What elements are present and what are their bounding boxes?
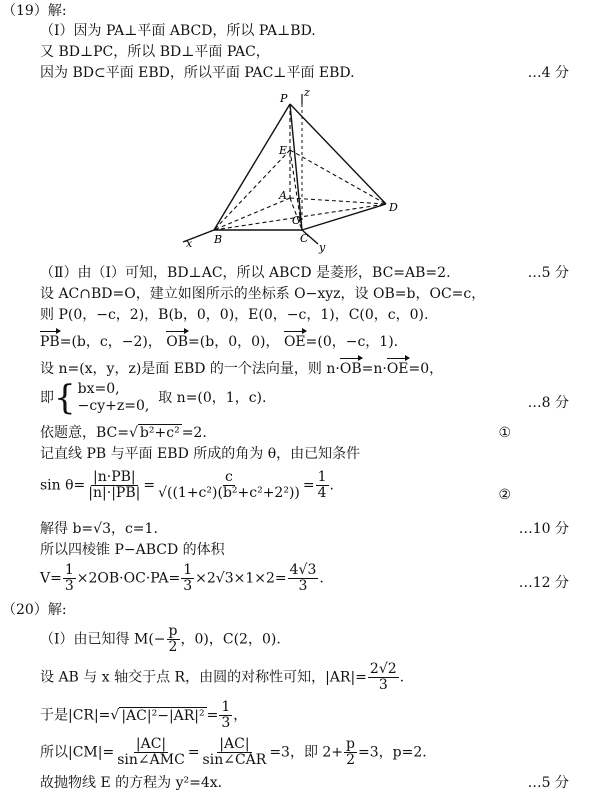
score-mark: …8 分 — [527, 395, 569, 411]
part-1-line-3: 因为 BD⊂平面 EBD，所以平面 PAC⊥平面 EBD. — [40, 65, 355, 81]
part-2-line-2: 设 AC∩BD=O，建立如图所示的坐标系 O−xyz，设 OB=b，OC=c， — [40, 286, 486, 302]
volume-equation: V= $\frac{1}{3}$ ×2OB·OC·PA= $\frac{1}{3}$ ×2√3×1×2= $\frac{4√3}{3}$ . — [40, 562, 324, 594]
label-B: B — [214, 233, 223, 246]
q20-line-3: 于是|CR|=√ |AC|²−|AR|² = $\frac{1}{3}$ ， — [40, 699, 248, 731]
score-mark: …4 分 — [527, 65, 569, 81]
angle-condition-line: 记直线 PB 与平面 EBD 所成的角为 θ，由已知条件 — [40, 446, 361, 462]
part-2-line-3: 则 P(0，−c，2)，B(b，0，0)，E(0，−c，1)，C(0，c，0). — [40, 307, 429, 323]
part-1-line-1: （Ⅰ）因为 PA⊥平面 ABCD，所以 PA⊥BD. — [40, 23, 316, 39]
problem-20-number: （20）解: — [2, 602, 67, 618]
sin-theta-equation: sin θ= $\frac{|n\cdot PB|}{|n|\cdot|PB|}$ = $\frac{c}{\text{√((1+c²)(b²+c²+2²))}}$ = $\frac{1}{4}$ . — [40, 469, 334, 501]
label-A: A — [279, 189, 287, 202]
equation-system: 即{ bx=0, −cy+z=0, 取 n=(0，1，c). — [40, 378, 267, 418]
label-y: y — [319, 241, 326, 254]
score-mark: …5 分 — [527, 775, 569, 791]
equation-tag-1: ① — [498, 425, 511, 441]
solution-heading: 解: — [47, 3, 67, 19]
q20-line-4: 所以|CM|= $\frac{|AC|}{\text{sin∠AMC}}$ = $\frac{|AC|}{\text{sin∠CAR}}$ =3，即 2+ $\frac{p}{2}$ =3，p=2. — [40, 736, 427, 768]
equation-tag-2: ② — [498, 487, 511, 503]
score-mark: …5 分 — [527, 265, 569, 281]
label-x: x — [186, 237, 193, 250]
label-C: C — [300, 232, 309, 245]
solve-line: 解得 b=√3，c=1. — [40, 521, 158, 537]
q20-line-5: 故抛物线 E 的方程为 y²=4x. — [40, 775, 223, 791]
equation-1: 依题意，BC=√ b²+c² =2. — [40, 425, 207, 441]
score-mark: …10 分 — [518, 521, 569, 537]
part-1-line-2: 又 BD⊥PC，所以 BD⊥平面 PAC， — [40, 44, 270, 60]
label-D: D — [389, 201, 398, 214]
score-mark: …12 分 — [518, 575, 569, 591]
solution-heading: 解: — [47, 602, 67, 618]
part-2-line-1: （Ⅱ）由（Ⅰ）可知，BD⊥AC，所以 ABCD 是菱形，BC=AB=2. — [40, 265, 451, 281]
pyramid-figure — [178, 84, 408, 254]
normal-vector-line: 设 n=(x，y，z)是面 EBD 的一个法向量，则 n·OB=n·OE=0， — [40, 361, 444, 377]
label-O: O — [292, 214, 302, 227]
volume-text: 所以四棱锥 P−ABCD 的体积 — [40, 542, 225, 558]
label-z: z — [304, 86, 310, 99]
vector-line: PB=(b，c，−2)， OB=(b，0，0)， OE=(0，−c，1). — [40, 334, 399, 350]
q20-line-1: （Ⅰ）由已知得 M(− $\frac{p}{2}$ ，0)，C(2，0). — [40, 623, 281, 655]
problem-19-number: （19）解: — [2, 3, 67, 19]
label-P: P — [280, 92, 288, 105]
q20-line-2: 设 AB 与 x 轴交于点 R，由圆的对称性可知，|AR|= $\frac{2√2}{3}$ . — [40, 661, 405, 693]
label-E: E — [279, 144, 288, 157]
